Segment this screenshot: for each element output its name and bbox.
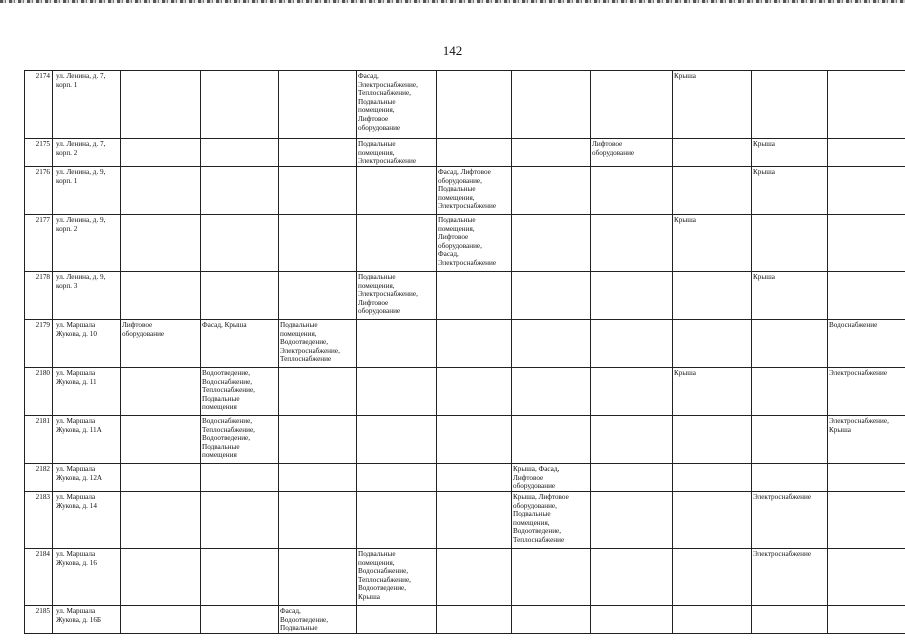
work-type-cell: Водоснабжение, Теплоснабжение, Водоотведение, Подвальные помещения (201, 416, 279, 464)
work-type-cell (673, 272, 752, 320)
work-type-cell (357, 167, 437, 215)
work-type-cell (201, 215, 279, 272)
work-type-cell: Электроснабжение (828, 368, 905, 416)
work-type-cell (437, 606, 512, 634)
work-type-cell: Водоотведение, Водоснабжение, Теплоснабжение, Подвальные помещения (201, 368, 279, 416)
table-row (25, 272, 905, 320)
work-type-cell (201, 139, 279, 167)
row-number-cell: 2177 (25, 215, 53, 272)
work-type-cell (357, 215, 437, 272)
work-type-cell (591, 464, 673, 492)
work-type-cell: Подвальные помещения, Лифтовое оборудование, Фасад, Электроснабжение (437, 215, 512, 272)
work-type-cell (121, 368, 201, 416)
table-row (25, 71, 905, 139)
work-type-cell (752, 416, 828, 464)
address-cell: ул. Маршала Жукова, д. 11А (53, 416, 121, 464)
work-type-cell (121, 549, 201, 606)
work-type-cell (828, 464, 905, 492)
work-type-cell (201, 492, 279, 549)
work-type-cell (512, 139, 591, 167)
work-type-cell: Фасад, Водоотведение, Подвальные (279, 606, 357, 634)
work-type-cell (591, 215, 673, 272)
table-row (25, 416, 905, 464)
work-type-cell (357, 368, 437, 416)
table-row (25, 549, 905, 606)
work-type-cell (357, 320, 437, 368)
address-cell: ул. Маршала Жукова, д. 10 (53, 320, 121, 368)
work-type-cell (437, 368, 512, 416)
work-type-cell: Подвальные помещения, Электроснабжение (357, 139, 437, 167)
work-type-cell: Подвальные помещения, Водоотведение, Электроснабжение, Теплоснабжение (279, 320, 357, 368)
table-row (25, 320, 905, 368)
work-type-cell (512, 606, 591, 634)
work-type-cell: Крыша (673, 215, 752, 272)
work-type-cell: Лифтовое оборудование (121, 320, 201, 368)
address-cell: ул. Ленина, д. 9, корп. 3 (53, 272, 121, 320)
work-type-cell (279, 71, 357, 139)
work-type-cell (673, 492, 752, 549)
work-type-cell (437, 549, 512, 606)
address-cell: ул. Ленина, д. 7, корп. 1 (53, 71, 121, 139)
work-type-cell (201, 272, 279, 320)
work-type-cell (752, 320, 828, 368)
row-number-cell: 2174 (25, 71, 53, 139)
address-cell: ул. Маршала Жукова, д. 16 (53, 549, 121, 606)
table-row (25, 167, 905, 215)
work-type-cell (828, 606, 905, 634)
page-number: 142 (442, 43, 463, 58)
work-type-cell (121, 606, 201, 634)
work-type-cell (828, 139, 905, 167)
work-type-cell: Фасад, Лифтовое оборудование, Подвальные помещения, Электроснабжение (437, 167, 512, 215)
work-type-cell: Фасад, Крыша (201, 320, 279, 368)
address-cell: ул. Маршала Жукова, д. 12А (53, 464, 121, 492)
work-type-cell (279, 272, 357, 320)
work-type-cell (591, 167, 673, 215)
work-type-cell: Водоснабжение (828, 320, 905, 368)
row-number-cell: 2180 (25, 368, 53, 416)
work-type-cell (828, 549, 905, 606)
work-type-cell (201, 606, 279, 634)
work-type-cell (121, 492, 201, 549)
work-type-cell (121, 139, 201, 167)
table-row (25, 492, 905, 549)
work-type-cell: Подвальные помещения, Водоснабжение, Теплоснабжение, Водоотведение, Крыша (357, 549, 437, 606)
work-type-cell (828, 167, 905, 215)
work-type-cell (121, 71, 201, 139)
row-number-cell: 2185 (25, 606, 53, 634)
work-type-cell (357, 606, 437, 634)
work-type-cell (121, 215, 201, 272)
work-type-cell: Подвальные помещения, Электроснабжение, Лифтовое оборудование (357, 272, 437, 320)
work-type-cell (201, 464, 279, 492)
work-type-cell (279, 549, 357, 606)
work-type-cell (437, 139, 512, 167)
repair-schedule-table (24, 70, 905, 634)
work-type-cell (828, 215, 905, 272)
work-type-cell (512, 215, 591, 272)
work-type-cell: Крыша (752, 272, 828, 320)
work-type-cell (279, 464, 357, 492)
work-type-cell: Крыша, Фасад, Лифтовое оборудование (512, 464, 591, 492)
work-type-cell (201, 549, 279, 606)
work-type-cell (673, 167, 752, 215)
work-type-cell (512, 167, 591, 215)
work-type-cell: Крыша (752, 139, 828, 167)
work-type-cell (591, 320, 673, 368)
work-type-cell (512, 368, 591, 416)
work-type-cell (512, 549, 591, 606)
work-type-cell (279, 492, 357, 549)
work-type-cell: Электроснабжение (752, 492, 828, 549)
work-type-cell (437, 416, 512, 464)
work-type-cell (673, 464, 752, 492)
row-number-cell: 2184 (25, 549, 53, 606)
work-type-cell: Электроснабжение, Крыша (828, 416, 905, 464)
table-row (25, 368, 905, 416)
work-type-cell (201, 167, 279, 215)
work-type-cell (279, 167, 357, 215)
work-type-cell (673, 549, 752, 606)
scan-edge (0, 0, 905, 3)
work-type-cell (512, 272, 591, 320)
address-cell: ул. Маршала Жукова, д. 11 (53, 368, 121, 416)
work-type-cell (437, 464, 512, 492)
work-type-cell (121, 416, 201, 464)
work-type-cell (279, 368, 357, 416)
work-type-cell (673, 606, 752, 634)
address-cell: ул. Маршала Жукова, д. 16Б (53, 606, 121, 634)
work-type-cell: Крыша, Лифтовое оборудование, Подвальные помещения, Водоотведение, Теплоснабжение (512, 492, 591, 549)
work-type-cell (752, 606, 828, 634)
work-type-cell (121, 464, 201, 492)
work-type-cell (828, 71, 905, 139)
work-type-cell (591, 606, 673, 634)
work-type-cell (512, 416, 591, 464)
table-row (25, 606, 905, 634)
work-type-cell (591, 71, 673, 139)
work-type-cell (512, 71, 591, 139)
row-number-cell: 2183 (25, 492, 53, 549)
work-type-cell (752, 215, 828, 272)
address-cell: ул. Ленина, д. 7, корп. 2 (53, 139, 121, 167)
row-number-cell: 2182 (25, 464, 53, 492)
work-type-cell (828, 272, 905, 320)
row-number-cell: 2176 (25, 167, 53, 215)
work-type-cell (201, 71, 279, 139)
work-type-cell (591, 549, 673, 606)
table-row (25, 464, 905, 492)
work-type-cell (673, 139, 752, 167)
row-number-cell: 2178 (25, 272, 53, 320)
work-type-cell (437, 71, 512, 139)
work-type-cell (591, 272, 673, 320)
work-type-cell (357, 416, 437, 464)
work-type-cell (752, 71, 828, 139)
work-type-cell (437, 272, 512, 320)
work-type-cell: Крыша (673, 71, 752, 139)
row-number-cell: 2179 (25, 320, 53, 368)
work-type-cell: Фасад, Электроснабжение, Теплоснабжение, Подвальные помещения, Лифтовое оборудование (357, 71, 437, 139)
work-type-cell: Электроснабжение (752, 549, 828, 606)
work-type-cell (673, 416, 752, 464)
table-row (25, 215, 905, 272)
address-cell: ул. Маршала Жукова, д. 14 (53, 492, 121, 549)
work-type-cell (591, 492, 673, 549)
work-type-cell (752, 464, 828, 492)
work-type-cell (121, 167, 201, 215)
work-type-cell (673, 320, 752, 368)
work-type-cell: Лифтовое оборудование (591, 139, 673, 167)
work-type-cell (121, 272, 201, 320)
work-type-cell (279, 139, 357, 167)
work-type-cell (437, 492, 512, 549)
work-type-cell (591, 416, 673, 464)
address-cell: ул. Ленина, д. 9, корп. 1 (53, 167, 121, 215)
table-row (25, 139, 905, 167)
work-type-cell (437, 320, 512, 368)
work-type-cell: Крыша (673, 368, 752, 416)
row-number-cell: 2175 (25, 139, 53, 167)
work-type-cell (752, 368, 828, 416)
work-type-cell: Крыша (752, 167, 828, 215)
row-number-cell: 2181 (25, 416, 53, 464)
work-type-cell (828, 492, 905, 549)
work-type-cell (357, 492, 437, 549)
work-type-cell (591, 368, 673, 416)
work-type-cell (279, 215, 357, 272)
work-type-cell (512, 320, 591, 368)
address-cell: ул. Ленина, д. 9, корп. 2 (53, 215, 121, 272)
work-type-cell (357, 464, 437, 492)
work-type-cell (279, 416, 357, 464)
